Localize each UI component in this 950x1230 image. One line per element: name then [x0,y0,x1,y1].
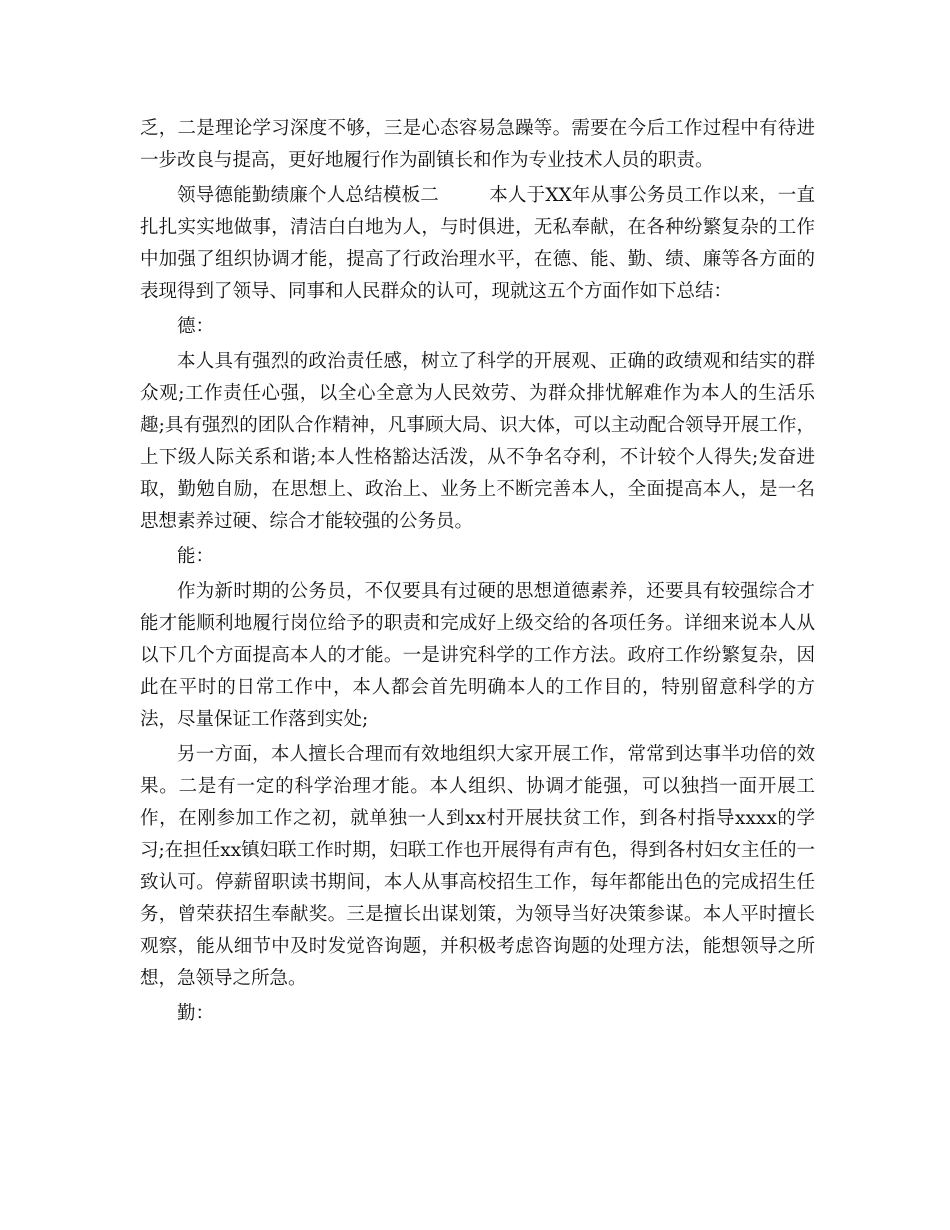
paragraph-de: 本人具有强烈的政治责任感，树立了科学的开展观、正确的政绩观和结实的群众观;工作责任心强，以全心全意为人民效劳、为群众排忧解难作为本人的生活乐趣;具有强烈的团队合作精神，凡事顾大局、识大体，可以主动配合领导开展工作，上下级人际关系和谐;本人性格豁达活泼，从不争名夺利，不计较个人得失;发奋进取，勤勉自励，在思想上、政治上、业务上不断完善本人，全面提高本人，是一名思想素养过硬、综合才能较强的公务员。 [140,351,815,532]
section-title: 领导德能勤绩廉个人总结模板二 [177,185,440,206]
heading-de: 德： [177,316,215,337]
paragraph-neng-1: 作为新时期的公务员，不仅要具有过硬的思想道德素养，还要具有较强综合才能才能顺利地履行岗位给予的职责和完成好上级交给的各项任务。详细来说本人从以下几个方面提高本人的才能。一是讲究科学的工作方法。政府工作纷繁复杂，因此在平时的日常工作中，本人都会首先明确本人的工作目的，特别留意科学的方法，尽量保证工作落到实处; [140,581,815,730]
paragraph-intro-continuation: 乏，二是理论学习深度不够，三是心态容易急躁等。需要在今后工作过程中有待进一步改良与提高，更好地履行作为副镇长和作为专业技术人员的职责。 [140,118,815,171]
heading-qin: 勤： [177,1003,215,1024]
paragraph-template-two-text: 本人于XX年从事公务员工作以来，一直扎扎实实地做事，清洁白白地为人，与时俱进，无私奉献，在各种纷繁复杂的工作中加强了组织协调才能，提高了行政治理水平，在德、能、勤、绩、廉等各方面的表现得到了领导、同事和人民群众的认可，现就这五个方面作如下总结： [140,185,815,302]
document-body [140,113,815,1033]
paragraph-neng-2: 另一方面，本人擅长合理而有效地组织大家开展工作，常常到达事半功倍的效果。二是有一定的科学治理才能。本人组织、协调才能强，可以独挡一面开展工作，在刚参加工作之初，就单独一人到xx村开展扶贫工作，到各村指导xxxx的学习;在担任xx镇妇联工作时期，妇联工作也开展得有声有色，得到各村妇女主任的一致认可。停薪留职读书期间，本人从事高校招生工作，每年都能出色的完成招生任务，曾荣获招生奉献奖。三是擅长出谋划策，为领导当好决策参谋。本人平时擅长观察，能从细节中及时发觉咨询题，并积极考虑咨询题的处理方法，能想领导之所想，急领导之所急。 [140,744,815,989]
paragraph-template-two [140,180,815,308]
heading-neng: 能： [177,546,215,567]
